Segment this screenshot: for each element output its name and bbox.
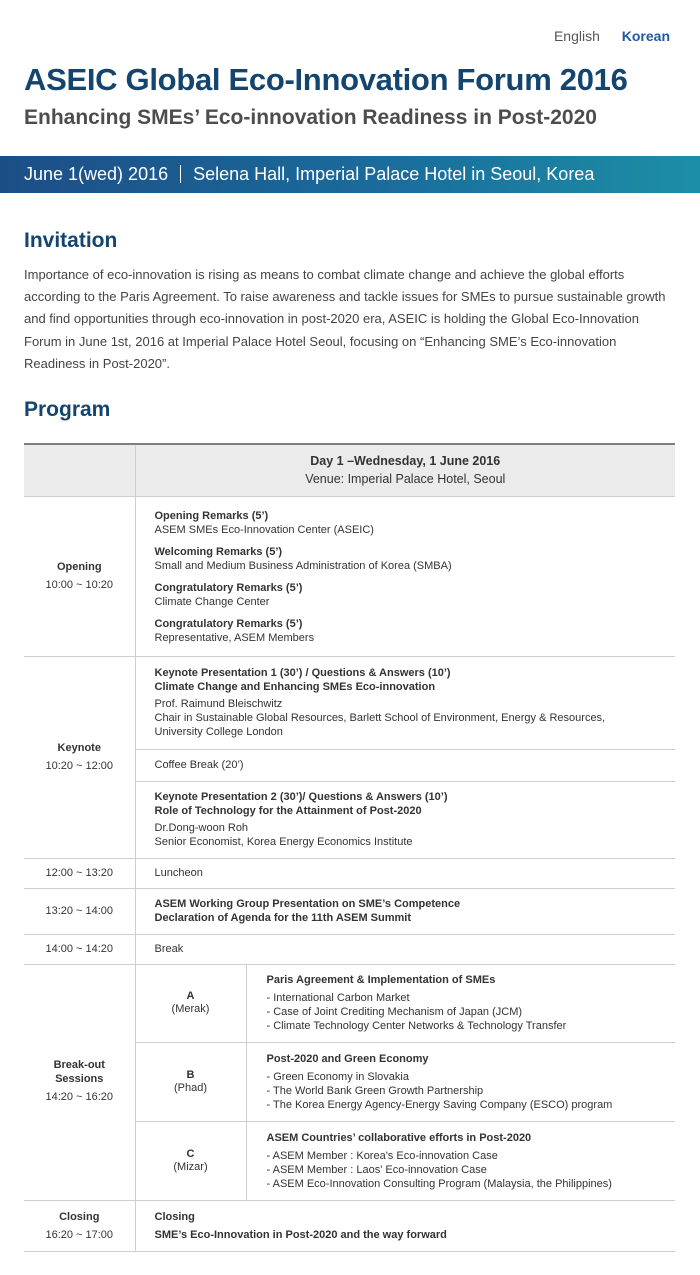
list-item: - Case of Joint Crediting Mechanism of Japan (JCM): [266, 1006, 523, 1018]
event-date: June 1(wed) 2016: [24, 164, 169, 184]
band-divider: [180, 165, 181, 183]
session-code: C: [186, 1147, 195, 1160]
session-code: A: [186, 990, 195, 1002]
list-item: - ASEM Member : Korea's Eco-innovation Case: [266, 1149, 498, 1162]
luncheon-time: 12:00 ~ 13:20: [24, 858, 135, 888]
break-row: [24, 934, 675, 964]
opening-item: [155, 617, 657, 645]
opening-item: [155, 581, 657, 609]
lang-english-link[interactable]: English: [553, 28, 600, 44]
session-name: Opening: [56, 561, 102, 573]
event-venue: Selena Hall, Imperial Palace Hotel in Seoul, Korea: [193, 164, 595, 184]
session-room: (Mizar): [173, 1160, 208, 1173]
opening-label: [24, 496, 135, 656]
list-item: - ASEM Member : Laos' Eco-innovation Case: [266, 1163, 487, 1176]
keynote-2-subtitle: Role of Technology for the Attainment of Post-2020: [154, 805, 422, 817]
item-desc: Small and Medium Business Administration of Korea (SMBA): [154, 560, 452, 572]
page-title: ASEIC Global Eco-Innovation Forum 2016: [24, 62, 628, 97]
invitation-heading: Invitation: [24, 229, 118, 252]
session-name-2: Sessions: [55, 1073, 104, 1085]
list-item: - The World Bank Green Growth Partnership: [266, 1084, 484, 1097]
closing-label: [24, 1200, 135, 1251]
working-group-title: ASEM Working Group Presentation on SME’s Competence: [154, 898, 461, 910]
session-room: (Phad): [173, 1081, 208, 1094]
item-desc: ASEM SMEs Eco-Innovation Center (ASEIC): [154, 524, 374, 536]
session-b-content: [246, 1042, 675, 1121]
luncheon-row: [24, 858, 675, 888]
session-time: 16:20 ~ 17:00: [45, 1228, 114, 1241]
language-switcher: [536, 28, 670, 44]
session-time: 10:00 ~ 10:20: [45, 579, 114, 591]
list-item: - The Korea Energy Agency-Energy Saving Company (ESCO) program: [266, 1098, 613, 1111]
closing-content: [135, 1200, 675, 1251]
break-time: 14:00 ~ 14:20: [24, 934, 135, 964]
keynote-2-title: Keynote Presentation 2 (30’)/ Questions & Answers (10’): [154, 791, 448, 803]
luncheon-label: Luncheon: [135, 858, 675, 888]
keynote-1-content: [135, 656, 675, 749]
session-room: (Merak): [171, 1003, 210, 1015]
breakout-label: [24, 964, 135, 1200]
keynote-2-content: [135, 781, 675, 858]
session-time: 14:20 ~ 16:20: [45, 1091, 114, 1103]
item-desc: Representative, ASEM Members: [154, 632, 315, 644]
working-group-row: [24, 888, 675, 934]
item-title: Congratulatory Remarks (5’): [154, 582, 303, 594]
break-label: Break: [135, 934, 675, 964]
event-info-band: [0, 156, 700, 193]
session-a-label: [135, 964, 246, 1042]
session-name: Keynote: [57, 742, 101, 754]
day-header: [135, 444, 675, 496]
item-desc: Climate Change Center: [154, 596, 270, 608]
session-name: Break-out: [53, 1059, 105, 1071]
item-title: Congratulatory Remarks (5’): [154, 618, 303, 630]
closing-subtitle: SME’s Eco-Innovation in Post-2020 and the way forward: [154, 1228, 447, 1241]
keynote-1-affiliation: Chair in Sustainable Global Resources, Barlett School of Environment, Energy & Resources,: [154, 712, 606, 724]
list-item: - International Carbon Market: [266, 992, 410, 1004]
session-name: Closing: [59, 1210, 100, 1223]
session-time: 10:20 ~ 12:00: [45, 760, 114, 772]
coffee-break: Coffee Break (20’): [135, 749, 675, 781]
closing-title: Closing: [154, 1210, 195, 1223]
list-item: - Green Economy in Slovakia: [266, 1070, 409, 1083]
keynote-label: [24, 656, 135, 858]
keynote-2-affiliation: Senior Economist, Korea Energy Economics Institute: [154, 836, 413, 848]
opening-item: [155, 509, 657, 537]
keynote-row-1: [24, 656, 675, 749]
program-table: [24, 443, 675, 1252]
keynote-1-subtitle: Climate Change and Enhancing SMEs Eco-innovation: [154, 681, 436, 693]
header-empty-cell: [24, 444, 135, 496]
session-title: Paris Agreement & Implementation of SMEs: [266, 974, 496, 986]
closing-row: [24, 1200, 675, 1251]
opening-item: [155, 545, 657, 573]
keynote-1-speaker: Prof. Raimund Bleischwitz: [154, 698, 283, 710]
session-c-label: [135, 1121, 246, 1200]
invitation-text: Importance of eco-innovation is rising as means to combat climate change and achieve the global efforts according to the Paris Agreement. To raise awareness and tackle issues for SMEs to pursue sustainable growth and find opportunities through eco-innovation in post-2020 era, ASEIC is holding the Global Eco-Innovation Forum in June 1st, 2016 at Imperial Palace Hotel Seoul, focusing on “Enhancing SME’s Eco-innovation Readiness in Post-2020”.: [24, 267, 666, 371]
session-b-label: [135, 1042, 246, 1121]
list-item: - ASEM Eco-Innovation Consulting Program (Malaysia, the Philippines): [266, 1177, 612, 1190]
item-title: Welcoming Remarks (5’): [154, 546, 283, 558]
keynote-1-title: Keynote Presentation 1 (30’) / Questions & Answers (10’): [154, 667, 451, 679]
program-header-row: [24, 444, 675, 496]
program-heading: Program: [24, 398, 111, 421]
working-group-content: [135, 888, 675, 934]
opening-row: [24, 496, 675, 656]
session-code: B: [186, 1068, 195, 1081]
session-a-content: [246, 964, 675, 1042]
day-title: Day 1 –Wednesday, 1 June 2016: [310, 454, 501, 469]
session-title: ASEM Countries’ collaborative efforts in Post-2020: [266, 1131, 532, 1144]
list-item: - Climate Technology Center Networks & Technology Transfer: [266, 1020, 567, 1032]
session-c-content: [246, 1121, 675, 1200]
day-venue: Venue: Imperial Palace Hotel, Seoul: [305, 472, 506, 487]
page-subtitle: Enhancing SMEs’ Eco-innovation Readiness in Post-2020: [24, 106, 597, 129]
item-title: Opening Remarks (5’): [154, 510, 269, 522]
lang-korean-link[interactable]: Korean: [621, 28, 670, 44]
session-title: Post-2020 and Green Economy: [266, 1052, 429, 1065]
keynote-2-speaker: Dr.Dong-woon Roh: [154, 822, 249, 834]
opening-content: [135, 496, 675, 656]
keynote-1-affiliation-2: University College London: [154, 726, 283, 738]
breakout-row-a: [24, 964, 675, 1042]
working-group-subtitle: Declaration of Agenda for the 11th ASEM Summit: [154, 912, 411, 924]
working-group-time: 13:20 ~ 14:00: [24, 888, 135, 934]
